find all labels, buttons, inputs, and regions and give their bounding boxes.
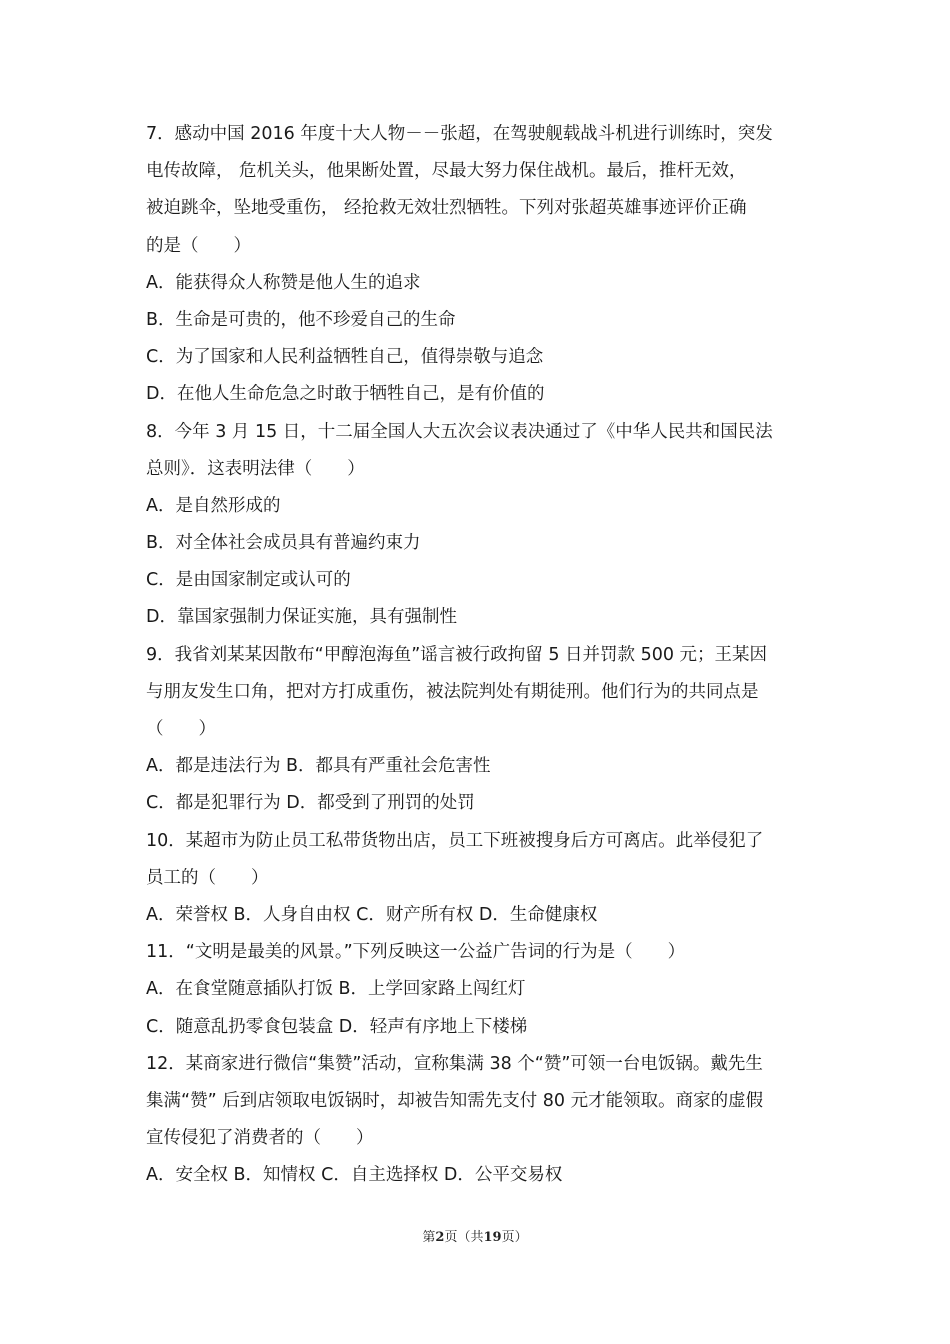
q7-option-c: C．为了国家和人民利益牺牲自己，值得崇敬与追念 [146, 347, 544, 368]
q7-line-4: 的是（ ） [146, 235, 251, 256]
q12-line-1: 12．某商家进行微信“集赞”活动，宣称集满 38 个“赞”可领一台电饭锅。戴先生 [146, 1053, 763, 1074]
footer-prefix: 第 [422, 1230, 436, 1245]
q10-line-1: 10．某超市为防止员工私带货物出店，员工下班被搜身后方可离店。此举侵犯了 [146, 830, 764, 851]
footer-page-number: 2 [435, 1230, 445, 1245]
q12-line-2: 集满“赞” 后到店领取电饭锅时，却被告知需先支付 80 元才能领取。商家的虚假 [146, 1090, 764, 1111]
q7-option-b: B．生命是可贵的，他不珍爱自己的生命 [146, 309, 456, 330]
q12-line-3: 宣传侵犯了消费者的（ ） [146, 1128, 374, 1149]
q11-options-cd: C．随意乱扔零食包装盒 D．轻声有序地上下楼梯 [146, 1016, 528, 1037]
q9-line-2: 与朋友发生口角，把对方打成重伤，被法院判处有期徒刑。他们行为的共同点是 [146, 681, 759, 702]
q12-options: A．安全权 B．知情权 C．自主选择权 D．公平交易权 [146, 1165, 563, 1186]
footer-suffix: 页） [501, 1230, 528, 1245]
q11-line-1: 11．“文明是最美的风景。”下列反映这一公益广告词的行为是（ ） [146, 942, 686, 963]
footer-middle: 页（共 [444, 1230, 484, 1245]
q7-line-1: 7．感动中国 2016 年度十大人物－－张超，在驾驶舰载战斗机进行训练时，突发 [146, 124, 773, 144]
q7-option-d: D．在他人生命危急之时敢于牺牲自己，是有价值的 [146, 384, 545, 405]
q7-line-3: 被迫跳伞，坠地受重伤， 经抢救无效壮烈牺牲。下列对张超英雄事迹评价正确 [146, 198, 747, 219]
q10-line-2: 员工的（ ） [146, 867, 269, 888]
q9-options-ab: A．都是违法行为 B．都具有严重社会危害性 [146, 756, 491, 777]
q7-line-2: 电传故障， 危机关头，他果断处置，尽最大努力保住战机。最后，推杆无效， [146, 161, 747, 182]
footer-total-pages: 19 [483, 1230, 502, 1245]
q8-option-a: A．是自然形成的 [146, 495, 281, 516]
q9-line-1: 9．我省刘某某因散布“甲醇泡海鱼”谣言被行政拘留 5 日并罚款 500 元；王某因 [146, 644, 768, 665]
q8-option-d: D．靠国家强制力保证实施，具有强制性 [146, 607, 457, 628]
page-footer [0, 1226, 950, 1245]
q10-options: A．荣誉权 B．人身自由权 C．财产所有权 D．生命健康权 [146, 904, 598, 925]
q7-option-a: A．能获得众人称赞是他人生的追求 [146, 272, 421, 293]
q8-option-c: C．是由国家制定或认可的 [146, 570, 351, 591]
q11-options-ab: A．在食堂随意插队打饭 B．上学回家路上闯红灯 [146, 979, 526, 1000]
q8-line-2: 总则》．这表明法律（ ） [146, 458, 365, 479]
question-content [146, 116, 814, 1194]
q8-option-b: B．对全体社会成员具有普遍约束力 [146, 533, 421, 554]
q9-options-cd: C．都是犯罪行为 D．都受到了刑罚的处罚 [146, 793, 475, 814]
q9-line-3: （ ） [146, 719, 216, 739]
q8-line-1: 8．今年 3 月 15 日，十二届全国人大五次会议表决通过了《中华人民共和国民法 [146, 421, 773, 442]
